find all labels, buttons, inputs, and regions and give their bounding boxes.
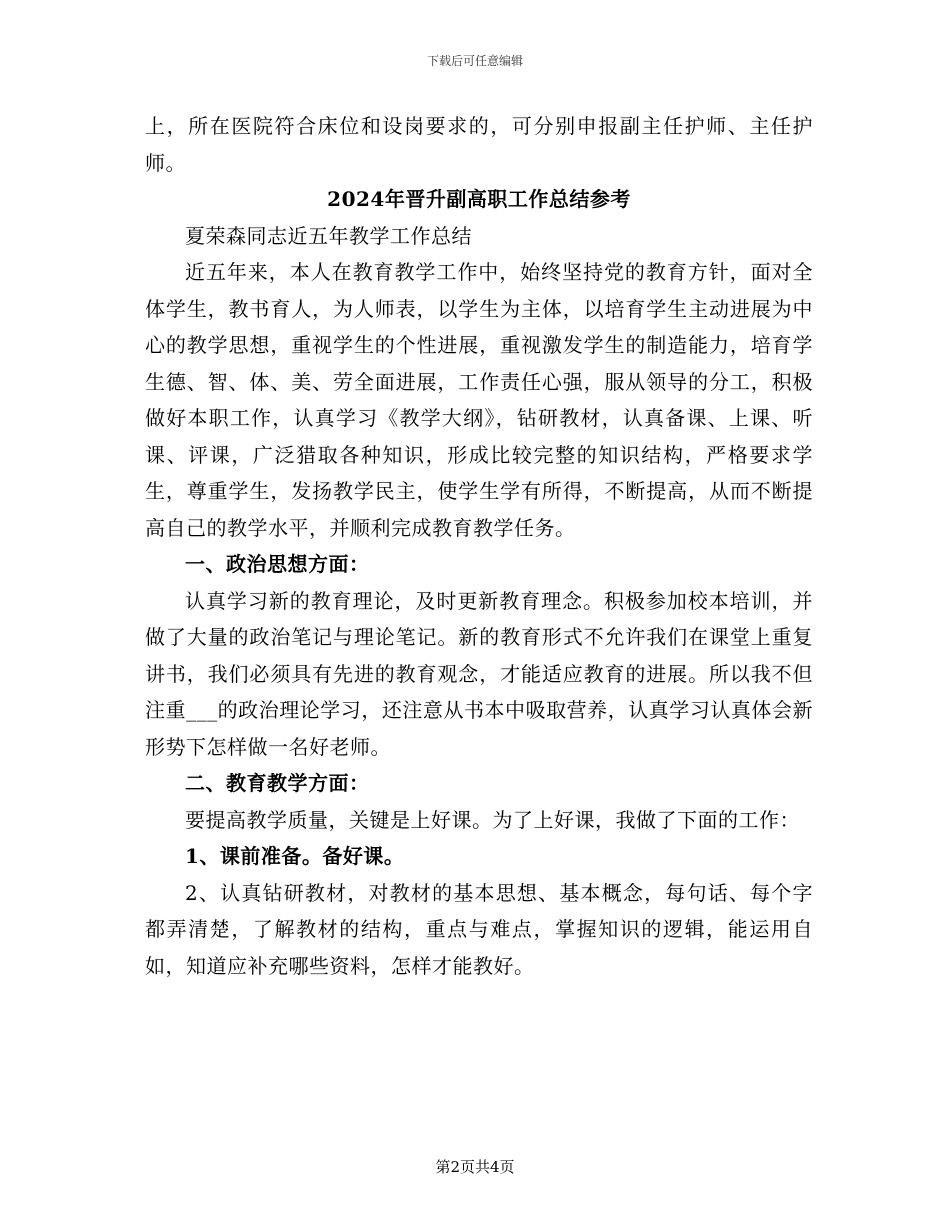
paragraph-subtitle: 夏荣森同志近五年教学工作总结 — [185, 223, 472, 248]
document-title: 2024年晋升副高职工作总结参考 — [327, 187, 631, 211]
paragraph-textbook-study: 2、认真钻研教材，对教材的基本思想、基本概念，每句话、每个字都弄清楚，了解教材的结构，重点与难点，掌握知识的逻辑，能运用自如，知道应补充哪些资料，怎样才能教好。 — [145, 880, 813, 978]
page-footer: 第2页共4页 — [435, 1158, 515, 1176]
subheading-preparation: 1、课前准备。备好课。 — [185, 844, 405, 868]
paragraph-politics: 认真学习新的教育理论，及时更新教育理念。积极参加校本培训，并做了大量的政治笔记与理论笔记。新的教育形式不允许我们在课堂上重复讲书，我们必须具有先进的教育观念，才能适应教育的进展。所以我不但注重___的政治理论学习，还注意从书本中吸取营养，认真学习认真体会新形势下怎样做一名好老师。 — [145, 588, 813, 759]
paragraph-continuation: 上，所在医院符合床位和设岗要求的，可分别申报副主任护师、主任护师。 — [145, 114, 813, 175]
paragraph-intro: 近五年来，本人在教育教学工作中，始终坚持党的教育方针，面对全体学生，教书育人，为人师表，以学生为主体，以培育学生主动进展为中心的教学思想，重视学生的个性进展，重视激发学生的制造能力，培育学生德、智、体、美、劳全面进展，工作责任心强，服从领导的分工，积极做好本职工作，认真学习《教学大纲》，钻研教材，认真备课、上课、听课、评课，广泛猎取各种知识，形成比较完整的知识结构，严格要求学生，尊重学生，发扬教学民主，使学生学有所得，不断提高，从而不断提高自己的教学水平，并顺利完成教育教学任务。 — [145, 260, 813, 540]
page-header: 下载后可任意编辑 — [426, 54, 523, 68]
section-heading-teaching: 二、教育教学方面： — [185, 771, 370, 795]
paragraph-teaching: 要提高教学质量，关键是上好课。为了上好课，我做了下面的工作： — [185, 807, 800, 832]
section-heading-politics: 一、政治思想方面： — [185, 552, 370, 576]
document-body — [145, 108, 813, 984]
